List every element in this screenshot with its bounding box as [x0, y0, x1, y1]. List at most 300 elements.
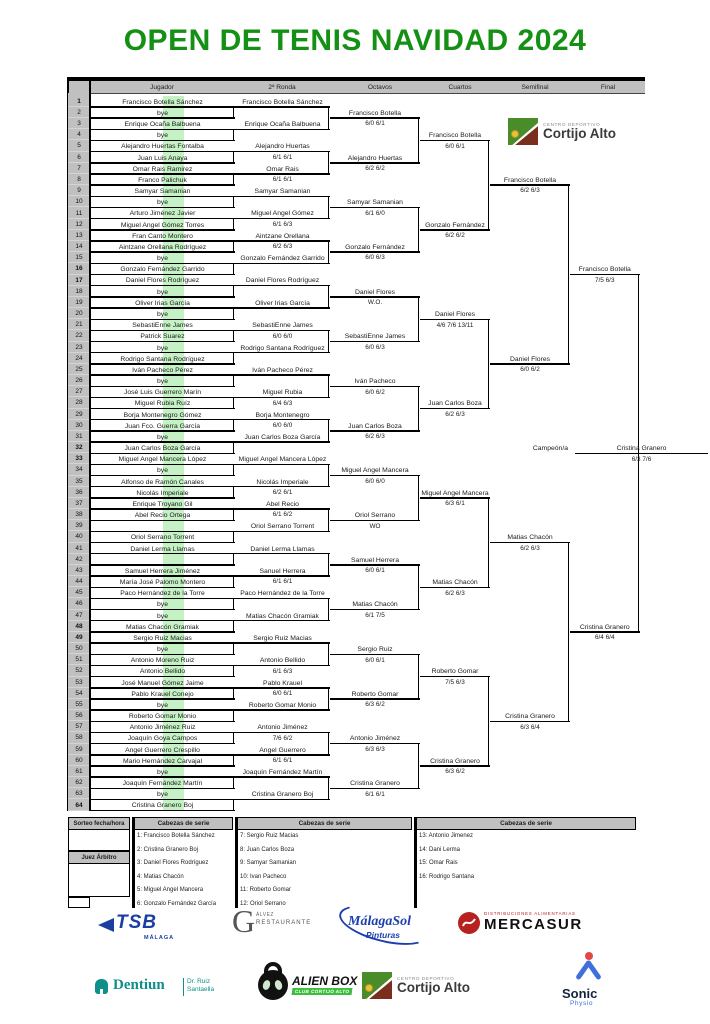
player-pair-connector [233, 598, 234, 609]
octavos-score: 6/3 6/3 [365, 745, 385, 753]
row-number: 54 [68, 688, 90, 699]
cuartos-score: 7/5 6/3 [445, 678, 465, 686]
player-bye: bye [157, 199, 168, 207]
player-pair-connector [233, 710, 234, 721]
row-number: 29 [68, 409, 90, 420]
player-name: Antonio Bellido [139, 668, 186, 676]
cuartos-score: 6/2 6/3 [445, 410, 465, 418]
player-pair-connector [233, 442, 234, 453]
row-number: 17 [68, 275, 90, 286]
octavos-winner: Roberto Gomar [351, 690, 399, 698]
octavos-winner: Francisco Botella [348, 109, 402, 117]
sonic-figure-icon [576, 952, 602, 982]
round2-score: 6/4 6/3 [272, 399, 293, 407]
player-bye: bye [157, 601, 168, 609]
player-bye: bye [157, 701, 168, 709]
row-number: 52 [68, 665, 90, 676]
player-name: Borja Montenegro Gómez [123, 411, 202, 419]
row-number: 5 [68, 140, 90, 151]
seed-item: 9: Samyar Samanian [240, 860, 297, 867]
row-number: 24 [68, 353, 90, 364]
row-number: 53 [68, 677, 90, 688]
round2-winner: Pablo Krauel [263, 679, 302, 687]
player-name: Mario Hernández Carvajal [123, 757, 202, 765]
player-pair-connector [233, 107, 234, 118]
round2-winner: Daniel Lerma Llamas [250, 545, 315, 553]
tsb-malaga-logo [98, 912, 198, 946]
octavos-score: 6/1 6/0 [365, 209, 385, 217]
finalist: Cristina Granero [579, 623, 630, 631]
round2-winner: Angel Guerrero [259, 746, 306, 754]
round2-winner: Francisco Botella Sánchez [242, 98, 323, 106]
malagasol-sub-label: Pinturas [366, 930, 401, 940]
row-number: 10 [68, 196, 90, 207]
player-name: Francisco Botella Sánchez [122, 98, 203, 106]
row-number: 45 [68, 587, 90, 598]
alienbox-logo [258, 962, 368, 1006]
row-number: 36 [68, 487, 90, 498]
octavos-winner: Samuel Herrera [351, 556, 399, 564]
player-pair-connector [233, 643, 234, 654]
row-number: 19 [68, 297, 90, 308]
finalist: Francisco Botella [578, 266, 631, 274]
row-number: 46 [68, 598, 90, 609]
row-number: 27 [68, 386, 90, 397]
mercasur-logo [458, 910, 583, 940]
player-bye: bye [157, 467, 168, 475]
dentiun-divider [183, 978, 184, 996]
player-name: Oliver Irias García [135, 299, 190, 307]
player-name: Enrique Ocaña Balbuena [124, 121, 201, 129]
octavos-score: WO [369, 522, 381, 530]
seed-item: 10: Ivan Pacheco [240, 873, 287, 880]
seed-item: 4: Matias Chacón [137, 873, 184, 880]
octavos-score: 6/1 7/5 [365, 611, 385, 619]
player-name: Iván Pacheco Pérez [132, 366, 193, 374]
player-name: José Luis Guerrero Marín [123, 389, 202, 397]
player-name: Angel Guerrero Crespillo [125, 746, 200, 754]
octavos-score: 6/0 6/3 [365, 343, 385, 351]
row-number: 14 [68, 241, 90, 252]
seed-item: 6: Gonzalo Fernández García [137, 901, 217, 907]
seed-item: 13: Antonio Jimenez [419, 833, 474, 839]
player-name: Patrick Suarez [140, 333, 185, 341]
cortijo-alto-emblem-icon [508, 118, 538, 145]
sorteo-header: Sorteo fecha/hora [68, 817, 130, 830]
octavos-winner: Samyar Samanian [347, 199, 403, 207]
cuartos-winner: Miguel Angel Mancera [421, 489, 489, 497]
player-name: Alejandro Huertas Fontalba [121, 143, 204, 151]
row-number: 12 [68, 219, 90, 230]
octavos-winner: Sergio Ruiz [357, 646, 393, 654]
cortijo-top-label: CENTRO DEPORTIVO [543, 122, 601, 127]
player-name: Paco Hernández de la Torre [120, 590, 205, 598]
dentiun-name-label: Dentiun [113, 977, 165, 993]
round2-winner: Nicolás Imperiale [256, 478, 309, 486]
player-line [90, 564, 235, 565]
player-name: Roberto Gomar Monio [128, 713, 197, 721]
round2-winner: Joaquín Fernández Martín [242, 768, 323, 776]
round2-winner: Oliver Irias García [255, 299, 310, 307]
mercasur-emblem-icon [458, 912, 480, 934]
row-number: 56 [68, 710, 90, 721]
round2-winner: Enrique Ocaña Balbuena [244, 121, 321, 129]
player-name: Antonio Moreno Ruiz [130, 657, 195, 665]
row-number: 6 [68, 152, 90, 163]
row-number: 7 [68, 163, 90, 174]
row-number: 31 [68, 431, 90, 442]
mercasur-name-label: MERCASUR [484, 916, 583, 933]
octavos-score: 6/3 6/2 [365, 701, 385, 709]
player-name: Aintzane Orellana Rodríguez [118, 243, 207, 251]
row-number: 4 [68, 129, 90, 140]
octavos-winner: Iván Pacheco [354, 378, 396, 386]
row-number: 20 [68, 308, 90, 319]
player-pair-connector [233, 196, 234, 207]
dentiun-doctor-label [187, 978, 214, 994]
row-number: 50 [68, 643, 90, 654]
semifinal-score: 6/3 6/4 [520, 723, 540, 731]
octavos-winner: Antonio Jiménez [349, 735, 401, 743]
cabezas-header-2: Cabezas de serie [237, 817, 412, 830]
player-name: Juan Fco. Guerra García [124, 422, 201, 430]
cuartos-score: 6/3 6/2 [445, 768, 465, 776]
round2-score: 6/1 6/1 [272, 578, 293, 586]
sonic-physio-logo [548, 952, 633, 1012]
round2-score: 6/1 6/1 [272, 176, 293, 184]
kettlebell-alien-icon [258, 970, 288, 1000]
seed-item: 8: Juan Carlos Boza [240, 846, 295, 853]
seed-item: 11: Roberto Gomar [240, 887, 291, 894]
column-header-ronda2: 2ª Ronda [268, 83, 296, 91]
galvez-top-label: ÁLVEZ [256, 912, 274, 918]
column-header-cuartos: Cuartos [448, 83, 472, 91]
player-name: Alfonso de Ramón Canales [121, 478, 204, 486]
player-name: Rodrigo Santana Rodríguez [120, 355, 205, 363]
cabezas-header-3: Cabezas de serie [416, 817, 636, 830]
round2-score: 6/0 6/0 [272, 332, 293, 340]
player-pair-connector [233, 263, 234, 274]
seed-item: 12: Oriol Serrano [240, 901, 286, 907]
cortijo-alto-text [543, 122, 616, 141]
player-bye: bye [157, 791, 168, 799]
cuartos-winner: Roberto Gomar [431, 668, 479, 676]
round2-score: 6/0 6/1 [272, 690, 293, 698]
seed-item: 1: Francisco Botella Sánchez [137, 833, 215, 839]
row-number: 39 [68, 520, 90, 531]
player-bye: bye [157, 132, 168, 140]
octavos-score: 6/2 6/2 [365, 165, 385, 173]
semifinal-winner: Francisco Botella [503, 176, 557, 184]
juez-box [68, 863, 130, 897]
player-name: Joaquín Fernández Martín [122, 780, 203, 788]
column-header-jugador: Jugador [150, 83, 174, 91]
tsb-city-label: MÁLAGA [144, 935, 175, 941]
column-header-octavos: Octavos [367, 83, 393, 91]
octavos-score: W.O. [367, 299, 383, 307]
cortijo-name-label: Cortijo Alto [543, 126, 616, 141]
row-number: 28 [68, 397, 90, 408]
octavos-winner: SebastiEnne James [344, 333, 406, 341]
malagasol-pinturas-logo [338, 908, 433, 952]
octavos-score: 6/0 6/1 [365, 567, 385, 575]
sonic-sub-label: Physio [570, 1000, 594, 1007]
octavos-winner: Cristina Granero [350, 780, 400, 788]
player-pair-connector [233, 353, 234, 364]
row-number: 16 [68, 263, 90, 274]
player-name: Juan Carlos Boza García [124, 445, 201, 453]
player-bye: bye [157, 311, 168, 318]
player-name: SebastiEnne James [132, 322, 193, 330]
round2-winner: Omar Rais [266, 165, 299, 173]
final-score: 6/4 6/4 [594, 634, 615, 642]
round2-winner: Miguel Angel Gómez [251, 210, 314, 218]
semifinal-winner: Cristina Granero [505, 713, 555, 721]
player-bye: bye [157, 378, 168, 386]
player-name: Miguel Angel Mancera López [118, 456, 207, 464]
player-pair-connector [233, 375, 234, 386]
cuartos-winner: Gonzalo Fernández [425, 221, 485, 229]
round2-score: 6/1 6/3 [272, 220, 293, 228]
octavos-score: 6/0 6/1 [365, 120, 385, 128]
champion-name: Cristina Granero [616, 445, 667, 453]
column-header-final: Final [600, 83, 616, 91]
player-name: Oriol Serrano Torrent [130, 534, 195, 542]
round2-winner: Paco Hernández de la Torre [240, 590, 325, 598]
page-title: OPEN DE TENIS NAVIDAD 2024 [123, 24, 587, 57]
player-name: Pablo Krauel Conejo [131, 690, 194, 698]
row-number: 25 [68, 364, 90, 375]
octavos-score: 6/0 6/3 [365, 254, 385, 262]
round2-winner: Sanuel Herrera [259, 567, 306, 575]
seed-item: 15: Omar Rais [419, 860, 458, 867]
round2-winner: Abel Recio [266, 500, 299, 508]
round2-winner: Borja Montenegro [255, 411, 310, 419]
round2-winner: Miguel Rubia [262, 389, 303, 397]
cortijo-alto-text [397, 976, 470, 995]
row-number: 32 [68, 442, 90, 453]
mercasur-top-label: DISTRIBUCIONES ALIMENTARIAS [484, 911, 576, 916]
octavos-winner: Daniel Flores [354, 288, 396, 296]
column-header-semifinal: Semifinal [521, 83, 549, 91]
seed-item: 16: Rodrigo Santana [419, 873, 475, 880]
player-name: Sergio Ruiz Macias [133, 634, 192, 642]
cuartos-winner: Daniel Flores [434, 311, 476, 318]
seed-item: 2: Cristina Granero Boj [137, 846, 199, 853]
round2-score: 6/1 6/1 [272, 153, 293, 161]
row-number: 38 [68, 509, 90, 520]
player-name: Juan Luis Anaya [137, 154, 188, 162]
row-number: 49 [68, 632, 90, 643]
cortijo-alto-logo [508, 118, 616, 145]
sonic-name-label: Sonic [562, 986, 598, 1001]
player-pair-connector [233, 129, 234, 140]
player-name: Nicolás Imperiale [136, 489, 189, 497]
row-number: 48 [68, 621, 90, 632]
player-name: Daniel Lerma Llamas [130, 545, 195, 553]
cortijo-alto-emblem-icon [362, 972, 392, 999]
octavos-winner: Juan Carlos Boza [348, 422, 402, 430]
round2-score: 6/2 6/3 [272, 243, 293, 251]
row-number: 64 [68, 800, 90, 811]
player-name: Antonio Jiménez Ruiz [129, 724, 196, 732]
seed-divider-1 [132, 817, 135, 908]
octavos-winner: Matias Chacón [352, 601, 398, 609]
row-number: 30 [68, 420, 90, 431]
row-number: 59 [68, 744, 90, 755]
octavos-score: 6/1 6/1 [365, 790, 385, 798]
seed-divider-3 [414, 817, 417, 908]
round2-winner: Cristina Granero Boj [251, 791, 314, 799]
row-number: 34 [68, 464, 90, 475]
cuartos-score: 6/3 6/1 [445, 500, 465, 508]
round2-winner: Matias Chacón Gramiak [246, 612, 319, 620]
row-number: 42 [68, 554, 90, 565]
row-number: 26 [68, 375, 90, 386]
juez-header: Juez Árbitro [68, 851, 130, 864]
row-number: 43 [68, 565, 90, 576]
player-name: Samyar Samanian [134, 188, 191, 196]
player-name: José Manuel Gómez Jaime [121, 679, 204, 687]
round2-winner: Sergio Ruiz Macias [253, 634, 312, 642]
row-number: 58 [68, 732, 90, 743]
dentiun-doc2: Santaella [187, 986, 215, 993]
cuartos-winner: Juan Carlos Boza [428, 400, 482, 408]
champion-score: 6/3 7/6 [631, 455, 652, 463]
player-name: Matias Chacón Gramiak [126, 623, 199, 631]
round2-winner: Samyar Samanian [254, 188, 311, 196]
cuartos-score: 6/2 6/2 [445, 232, 465, 240]
row-number: 40 [68, 531, 90, 542]
row-number: 35 [68, 476, 90, 487]
row-number: 41 [68, 543, 90, 554]
player-name: Samuel Herrera Jiménez [124, 567, 201, 575]
row-number: 44 [68, 576, 90, 587]
player-name: Omar Rais Ramirez [132, 165, 193, 173]
galvez-g-icon: G [232, 903, 256, 939]
round2-winner: Aintzane Orellana [255, 232, 310, 240]
semifinal-winner: Daniel Flores [509, 355, 551, 363]
sorteo-box [68, 829, 130, 851]
player-name: María José Palomo Montero [119, 579, 206, 587]
row-number: 57 [68, 721, 90, 732]
player-name: Cristina Granero Boj [131, 802, 194, 810]
round2-winner: SebastiEnne James [252, 322, 313, 330]
round2-score: 6/2 6/1 [272, 489, 293, 497]
round2-winner: Miguel Angel Mancera López [238, 456, 327, 464]
player-name: Abel Recio Ortega [134, 512, 191, 520]
row-number: 13 [68, 230, 90, 241]
player-pair-connector [233, 531, 234, 542]
semifinal-score: 6/2 6/3 [520, 544, 540, 552]
seed-item: 14: Dani Lerma [419, 846, 461, 853]
round2-score: 6/0 6/0 [272, 422, 293, 430]
row-number: 15 [68, 252, 90, 263]
alienbox-name-label: ALIEN BOX [292, 974, 358, 988]
row-number: 61 [68, 766, 90, 777]
player-pair-connector [233, 554, 234, 565]
tooth-icon [95, 979, 108, 994]
row-number: 47 [68, 610, 90, 621]
row-number: 33 [68, 453, 90, 464]
cortijo-alto-logo-bottom [362, 972, 470, 999]
player-pair-connector [233, 286, 234, 297]
round2-score: 6/1 6/2 [272, 511, 293, 519]
row-number: 8 [68, 174, 90, 185]
final-score: 7/5 6/3 [594, 276, 615, 284]
malagasol-name-label: MálagaSol [348, 914, 412, 929]
seed-item: 7: Sergio Ruiz Macias [240, 833, 299, 839]
row-number: 37 [68, 498, 90, 509]
row-number: 23 [68, 342, 90, 353]
player-line [90, 531, 235, 532]
octavos-score: 6/2 6/3 [365, 433, 385, 441]
row-number: 63 [68, 788, 90, 799]
player-pair-connector [233, 777, 234, 788]
cortijo-top-label: CENTRO DEPORTIVO [397, 976, 455, 981]
round2-winner: Antonio Jiménez [257, 724, 308, 732]
player-name: Franco Palichuk [138, 176, 187, 184]
cuartos-score: 4/6 7/6 13/11 [436, 321, 474, 329]
dentiun-doc1: Dr. Ruiz [187, 978, 211, 985]
octavos-winner: Gonzalo Fernández [345, 243, 405, 251]
player-pair-connector [233, 800, 234, 811]
round2-winner: Daniel Flores Rodríguez [245, 277, 320, 285]
round2-winner: Antonio Bellido [259, 657, 306, 665]
player-bye: bye [157, 288, 168, 296]
octavos-winner: Miguel Angel Mancera [341, 467, 409, 475]
round2-winner: Alejandro Huertas [255, 143, 310, 151]
cuartos-winner: Cristina Granero [430, 757, 480, 765]
round2-score: 7/6 6/2 [272, 734, 293, 742]
row-number: 62 [68, 777, 90, 788]
row-number: 60 [68, 755, 90, 766]
round2-score: 6/1 6/1 [272, 757, 293, 765]
cabezas-header-1: Cabezas de serie [134, 817, 233, 830]
row-number: 22 [68, 330, 90, 341]
row-number: 11 [68, 208, 90, 219]
player-bye: bye [157, 109, 168, 117]
round2-score: 6/1 6/3 [272, 667, 293, 675]
round2-winner: Rodrigo Santana Rodríguez [240, 344, 325, 352]
player-pair-connector [233, 621, 234, 632]
player-bye: bye [157, 768, 168, 776]
juez-small-box [68, 897, 90, 908]
semifinal-score: 6/0 6/2 [520, 366, 540, 374]
round2-winner: Gonzalo Fernández Garrido [240, 255, 325, 263]
galvez-restaurante-logo [232, 904, 322, 948]
row-number: 18 [68, 286, 90, 297]
player-bye: bye [157, 255, 168, 263]
seed-divider-2 [235, 817, 238, 908]
octavos-score: 6/0 6/0 [365, 477, 385, 485]
row-number: 55 [68, 699, 90, 710]
octavos-score: 6/0 6/1 [365, 656, 385, 664]
player-bye: bye [157, 433, 168, 441]
player-bye: bye [157, 344, 168, 352]
semifinal-score: 6/2 6/3 [520, 187, 540, 195]
row-number: 2 [68, 107, 90, 118]
row-number: 51 [68, 654, 90, 665]
player-name: Miguel Rubia Ruíz [134, 400, 191, 408]
round2-winner: Iván Pacheco Pérez [252, 366, 313, 374]
player-name: Daniel Flores Rodríguez [125, 277, 200, 285]
row-number: 1 [68, 96, 90, 107]
alienbox-sub-label: CLUB CORTIJO ALTO [292, 988, 353, 995]
round2-winner: Roberto Gomar Monio [248, 701, 317, 709]
player-name: Gonzalo Fernández Garrido [120, 266, 205, 274]
cuartos-score: 6/0 6/1 [445, 142, 465, 150]
